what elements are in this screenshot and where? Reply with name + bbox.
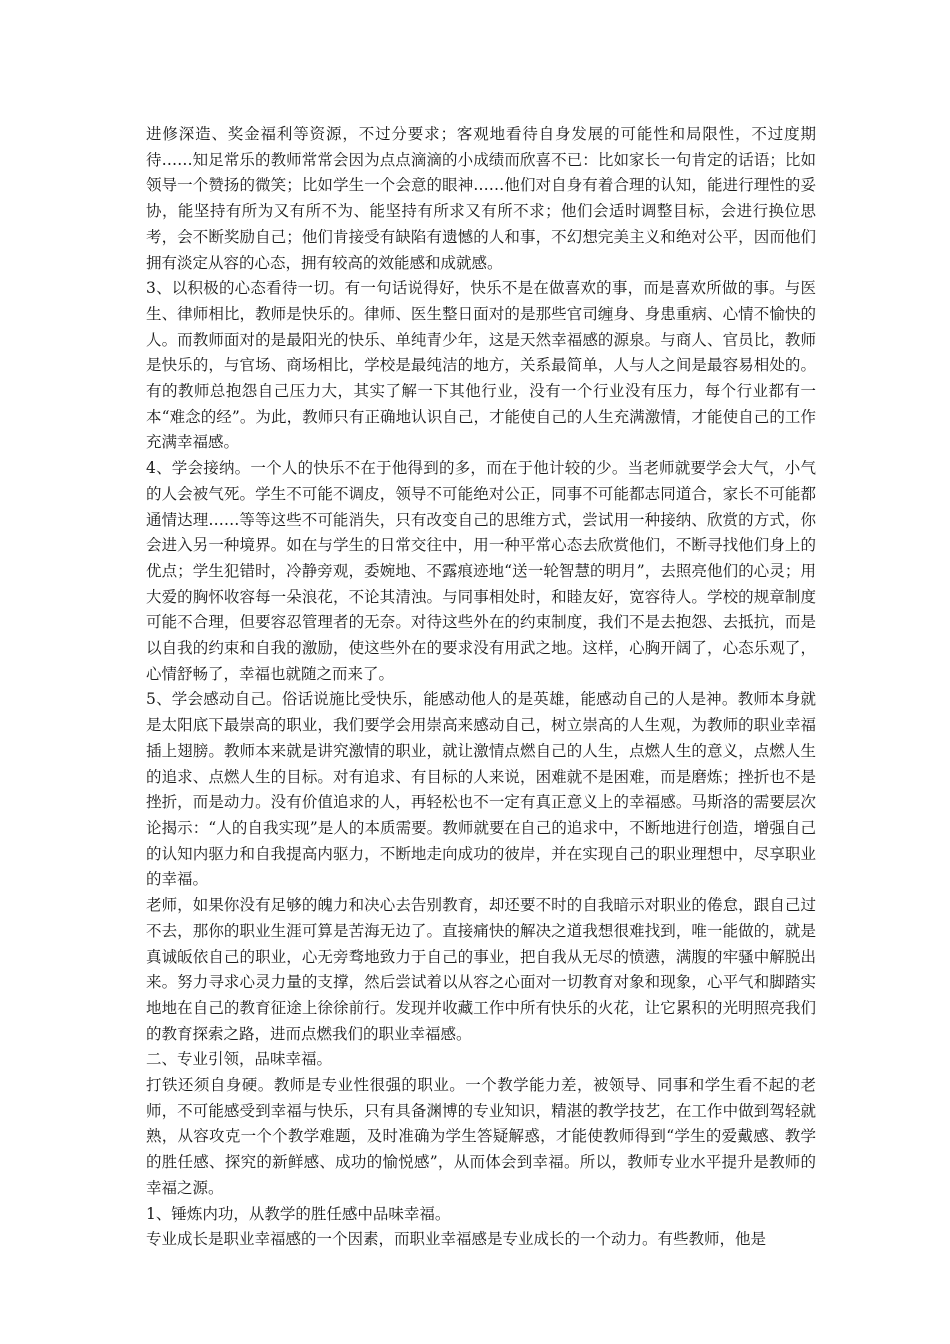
paragraph-positive-attitude: 3、以积极的心态看待一切。有一句话说得好，快乐不是在做喜欢的事，而是喜欢所做的事。与医生、律师相比，教师是快乐的。律师、医生整日面对的是那些官司缠身、身患重病、心情不愉快的人。而教师面对的是最阳光的快乐、单纯青少年，这是天然幸福感的源泉。与商人、官员比，教师是快乐的，与官场、商场相比，学校是最纯洁的地方，关系最简单，人与人之间是最容易相处的。有的教师总抱怨自己压力大，其实了解一下其他行业，没有一个行业没有压力，每个行业都有一本“难念的经”。为此，教师只有正确地认识自己，才能使自己的人生充满激情，才能使自己的工作充满幸福感。 — [146, 279, 816, 452]
paragraph-teacher-advice: 老师，如果你没有足够的魄力和决心去告别教育，却还要不时的自我暗示对职业的倦怠，跟自己过不去，那你的职业生涯可算是苦海无边了。直接痛快的解决之道我想很难找到，唯一能做的，就是真诚皈依自己的职业，心无旁骛地致力于自己的事业，把自我从无尽的愤懑，满腹的牢骚中解脱出来。努力寻求心灵力量的支撑，然后尝试着以从容之心面对一切教育对象和现象，心平气和脚踏实地地在自己的教育征途上徐徐前行。发现并收藏工作中所有快乐的火花，让它累积的光明照亮我们的教育探索之路，进而点燃我们的职业幸福感。 — [146, 896, 816, 1043]
paragraph-acceptance: 4、学会接纳。一个人的快乐不在于他得到的多，而在于他计较的少。当老师就要学会大气，小气的人会被气死。学生不可能不调皮，领导不可能绝对公正，同事不可能都志同道合，家长不可能都通情达理……等等这些不可能消失，只有改变自己的思维方式，尝试用一种接纳、欣赏的方式，你会进入另一种境界。如在与学生的日常交往中，用一种平常心态去欣赏他们，不断寻找他们身上的优点；学生犯错时，冷静旁观，委婉地、不露痕迹地“送一轮智慧的明月”，去照亮他们的心灵；用大爱的胸怀收容每一朵浪花，不论其清浊。与同事相处时，和睦友好，宽容待人。学校的规章制度可能不合理，但要容忍管理者的无奈。对待这些外在的约束制度，我们不是去抱怨、去抵抗，而是以自我的约束和自我的激励，使这些外在的要求没有用武之地。这样，心胸开阔了，心态乐观了，心情舒畅了，幸福也就随之而来了。 — [146, 459, 816, 683]
paragraph-self-motivation: 5、学会感动自己。俗话说施比受快乐，能感动他人的是英雄，能感动自己的人是神。教师本身就是太阳底下最崇高的职业，我们要学会用崇高来感动自己，树立崇高的人生观，为教师的职业幸福插上翅膀。教师本来就是讲究激情的职业，就让激情点燃自己的人生，点燃人生的意义，点燃人生的追求、点燃人生的目标。对有追求、有目标的人来说，困难就不是困难，而是磨炼；挫折也不是挫折，而是动力。没有价值追求的人，再轻松也不一定有真正意义上的幸福感。马斯洛的需要层次论揭示：“人的自我实现”是人的本质需要。教师就要在自己的追求中，不断地进行创造，增强自己的认知内驱力和自我提高内驱力，不断地走向成功的彼岸，并在实现自己的职业理想中，尽享职业的幸福。 — [146, 690, 816, 889]
section-heading-professional: 二、专业引领，品味幸福。 — [146, 1050, 333, 1069]
paragraph-professional-growth: 专业成长是职业幸福感的一个因素，而职业幸福感是专业成长的一个动力。有些教师，他是 — [146, 1230, 767, 1249]
subsection-heading-teaching: 1、锤炼内功，从教学的胜任感中品味幸福。 — [146, 1204, 451, 1223]
paragraph-contentment: 进修深造、奖金福利等资源，不过分要求；客观地看待自身发展的可能性和局限性，不过度期待……知足常乐的教师常常会因为点点滴滴的小成绩而欣喜不已：比如家长一句肯定的话语；比如领导一个赞扬的微笑；比如学生一个会意的眼神……他们对自身有着合理的认知，能进行理性的妥协，能坚持有所为又有所不为、能坚持有所求又有所不求；他们会适时调整目标，会进行换位思考，会不断奖励自己；他们肯接受有缺陷有遗憾的人和事，不幻想完美主义和绝对公平，因而他们拥有淡定从容的心态，拥有较高的效能感和成就感。 — [146, 125, 816, 272]
document-body — [146, 122, 816, 1253]
paragraph-professional-skill: 打铁还须自身硬。教师是专业性很强的职业。一个教学能力差，被领导、同事和学生看不起的老师，不可能感受到幸福与快乐，只有具备渊博的专业知识，精湛的教学技艺，在工作中做到驾轻就熟，从容攻克一个个教学难题，及时准确为学生答疑解惑，才能使教师得到“学生的爱戴感、教学的胜任感、探究的新鲜感、成功的愉悦感”，从而体会到幸福。所以，教师专业水平提升是教师的幸福之源。 — [146, 1076, 816, 1197]
